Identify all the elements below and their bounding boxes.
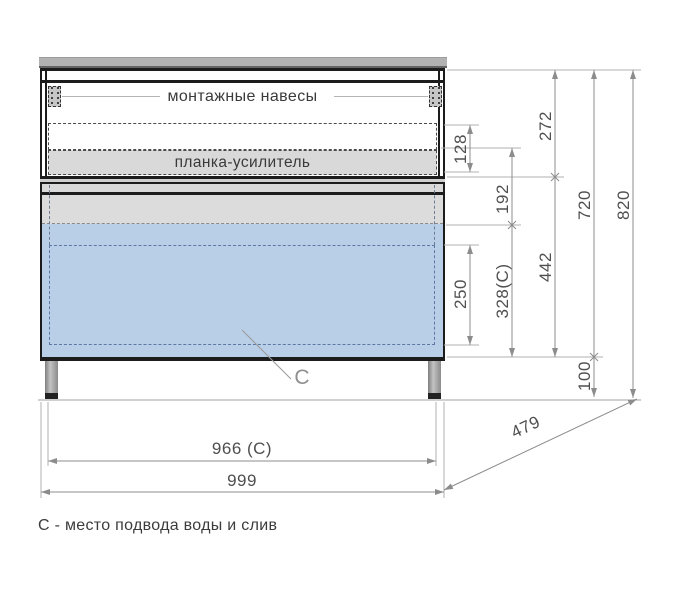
dim-line-479-depth (444, 399, 637, 490)
dim-label-100: 100 (575, 361, 594, 391)
dim-label-999: 999 (227, 471, 257, 490)
dim-label-442: 442 (536, 252, 555, 282)
c-marker-label: C (294, 366, 310, 389)
dim-label-192: 192 (493, 184, 512, 214)
mounting-hangers-label: монтажные навесы (167, 88, 318, 105)
dim-label-720: 720 (575, 190, 594, 220)
c-leader-line (242, 330, 291, 379)
dimension-labels (212, 111, 633, 490)
dim-label-479: 479 (508, 412, 544, 442)
reinforcement-strip-band: планка-усилитель (48, 150, 437, 175)
dim-label-128: 128 (451, 134, 470, 164)
dim-label-272: 272 (536, 111, 555, 141)
dim-label-250: 250 (451, 279, 470, 309)
dim-label-328: 328(C) (493, 263, 512, 319)
footnote-text: С - место подвода воды и слив (38, 517, 278, 534)
dim-label-966: 966 (C) (211, 439, 273, 458)
dim-label-820: 820 (614, 190, 633, 220)
